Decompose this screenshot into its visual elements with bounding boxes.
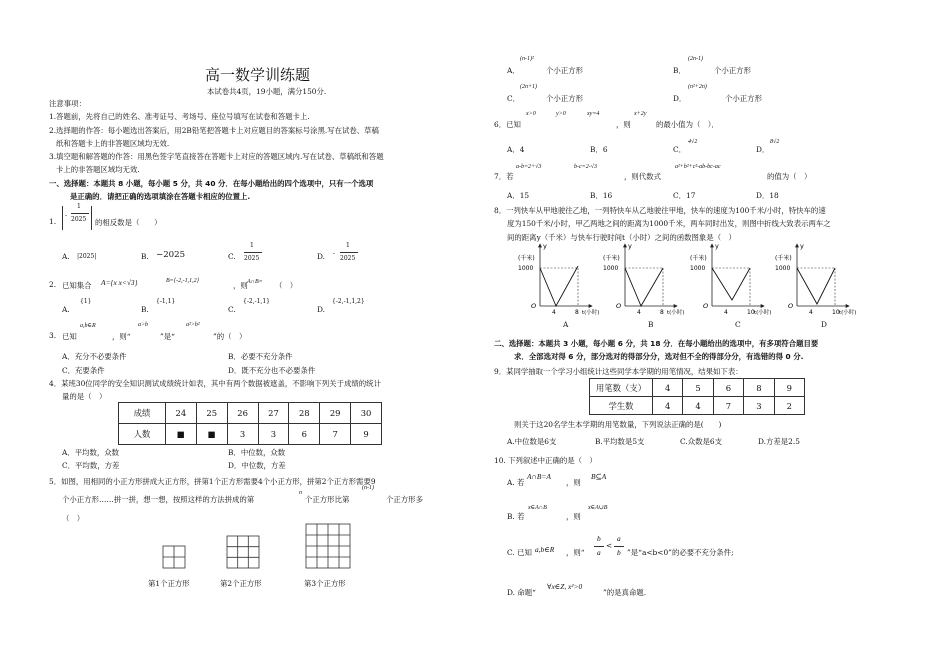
q5-answer-paren: （ ）: [62, 514, 85, 523]
q1-option-d-line: [340, 252, 358, 253]
x-tick-label: 4: [637, 309, 641, 316]
notice-line: 3.填空题和解答题的作答：用黑色签字笔直接答在答题卡上对应的答题区域内.写在试卷、草稿纸和答题: [49, 152, 384, 161]
table-header-cell: 9: [774, 379, 804, 397]
exam-subtitle: 本试卷共4页，19小题，满分150分.: [207, 87, 327, 96]
q10-option-c-mid: ，则“: [566, 548, 585, 557]
y-axis-label: y: [628, 242, 632, 250]
q10-option-b-result: x∈A∪B: [588, 505, 608, 511]
x-unit-label: t(小时): [754, 310, 772, 316]
square-figure-3: [306, 524, 350, 568]
q10-option-d-expr: ∀x∈Z, x²>0: [547, 582, 583, 591]
q10-option-b: B. 若: [507, 512, 525, 521]
table-header-cell: 27: [258, 403, 289, 424]
notice-line: 纸和答题卡上的非答题区域均无效.: [56, 139, 170, 148]
q8-stem-cont: 度为150千米/小时，甲乙两地之间的距离为1000千米，两车同时出发，则图中折线大致表示两车之: [507, 219, 831, 228]
y-tick-label: 1000: [518, 265, 534, 272]
graph-label-a: A: [563, 320, 569, 329]
q7-cond-2: b-c=2-√3: [574, 164, 598, 170]
table-header-cell: 成绩: [119, 403, 166, 424]
q4-stem-cont: 量的是（ ）: [62, 392, 107, 401]
q1-neg: -: [65, 212, 68, 219]
table-cell: 3: [744, 397, 774, 415]
y-unit-label: (千米): [690, 255, 707, 262]
q2-option-c: C.: [228, 305, 236, 314]
y-axis-label: y: [543, 242, 547, 250]
x-unit-label: t(小时): [667, 310, 685, 316]
q10-option-a-cond: A∩B=A: [527, 472, 551, 481]
q9-stem: 9．某同学抽取一个学习小组统计这些同学本学期的用笔情况，结果如下表：: [494, 367, 743, 376]
q1-option-d-den: 2025: [340, 255, 356, 262]
q3-mid: ，则“: [112, 332, 131, 341]
q4-option-c: C．平均数，方差: [62, 461, 120, 470]
origin-label: O: [703, 302, 709, 310]
q10-option-b-cond: x∈A∩B: [528, 505, 547, 511]
q10-option-c-frac1-den: a: [597, 548, 601, 557]
origin-label: O: [616, 302, 622, 310]
q8-stem-cont: 间的距离y（千米）与快车行驶时间t（小时）之间的函数图象是（ ）: [507, 233, 736, 242]
q5-square-figures: [150, 520, 370, 570]
q5-option-d: D．: [673, 94, 687, 103]
table-header-cell: 5: [683, 379, 713, 397]
q1-option-d: D.: [317, 252, 326, 261]
q7-option-a: A．15: [507, 191, 530, 200]
distance-time-graphs: [518, 242, 856, 316]
q5-option-b-expr: (2n-1): [688, 56, 703, 62]
graph-label-d: D: [821, 320, 827, 329]
q6-cond-3: xy=4: [587, 111, 600, 117]
q2-tail: （ ）: [275, 281, 298, 290]
table-header-cell: 6: [713, 379, 743, 397]
q1-option-a-value: |2025|: [77, 253, 97, 260]
q1-frac-num: 1: [77, 203, 81, 210]
q10-option-a: A. 若: [507, 478, 525, 487]
y-axis-label: y: [800, 242, 804, 250]
q1-option-c-line: [244, 252, 262, 253]
table-row-label: 人数: [119, 424, 166, 445]
figure-label: 第2个正方形: [220, 579, 262, 588]
q6-stem: 6．已知: [494, 120, 521, 129]
q3-option-d: D．既不充分也不必要条件: [228, 366, 316, 375]
square-figure-1: [163, 546, 185, 568]
section2-heading: 二、选择题：本题共 3 小题，每小题 6 分，共 18 分．在每小题给出的选项中，有多项符合题目要: [494, 339, 819, 348]
q1-option-c-num: 1: [250, 242, 254, 249]
graph-label-c: C: [735, 320, 741, 329]
q1-option-d-neg: -: [333, 250, 336, 257]
q7-mid: ，则代数式: [624, 172, 661, 181]
q7-tail: 的值为（ ）: [767, 172, 812, 181]
q9-option-c: C.众数是6支: [680, 437, 723, 446]
q3-option-a: A．充分不必要条件: [62, 352, 127, 361]
table-header-cell: 29: [320, 403, 351, 424]
q6-option-d-value: 8√2: [770, 139, 780, 145]
q5-option-c: C．: [507, 94, 521, 103]
q6-expr: x+2y: [634, 111, 647, 117]
q4-stem: 4．某班30位同学的安全知识测试成绩统计如表，其中有两个数据被遮盖，不影响下列关于成绩的统计: [49, 379, 381, 388]
q9-pen-table: [589, 378, 805, 415]
q2-set-a: A={x x<√3}: [101, 278, 138, 287]
q10-option-c-tail: ”是“a<b<0”的必要不充分条件;: [627, 548, 734, 557]
notice-line: 1.答题前，先将自己的姓名、准考证号、考场号、座位号填写在试卷和答题卡上.: [49, 112, 310, 121]
q5-stem-b: 个正方形比第: [305, 495, 350, 504]
notice-heading: 注意事项：: [49, 99, 86, 108]
table-cell: 2: [774, 397, 804, 415]
q9-option-a: A.中位数是6支: [507, 437, 557, 446]
fraction-line: [594, 546, 604, 547]
q3-number: 3.: [49, 331, 57, 340]
y-unit-label: (千米): [603, 255, 620, 262]
q1-option-a: A.: [62, 252, 70, 261]
q3-option-b: B．必要不充分条件: [228, 352, 293, 361]
q3-q: a²>b²: [186, 322, 200, 328]
section2-heading-cont: 求．全部选对得 6 分，部分选对的得部分分，选对但不全的得部分分，有选错的得 0 分.: [514, 352, 804, 361]
q9-option-d: D.方差是2.5: [758, 437, 800, 446]
q1-frac-den: 2025: [71, 216, 87, 223]
q5-option-a-tail: 个小正方形: [546, 66, 583, 75]
fraction-line: [614, 546, 624, 547]
table-cell: 4: [653, 397, 683, 415]
q4-option-a: A．平均数，众数: [62, 448, 120, 457]
y-unit-label: (千米): [518, 255, 535, 262]
q10-option-a-result: B⊆A: [591, 472, 607, 481]
q7-option-d: D．18: [756, 191, 779, 200]
masked-cell: ■: [165, 424, 196, 445]
q7-expr: a²+b²+c²-ab-bc-ac: [675, 164, 721, 170]
distance-curve: [625, 268, 663, 306]
q5-stem-a: 个小正方形……拼一拼，想一想，按照这样的方法拼成的第: [62, 495, 255, 504]
table-header-cell: 26: [227, 403, 258, 424]
q5-stem: 5．如图，用相同的小正方形拼成大正方形，拼第1个正方形需要4个小正方形，拼第2个正方形需要9: [49, 477, 376, 486]
distance-curve: [797, 268, 835, 304]
q4-option-d: D．中位数，方差: [228, 461, 286, 470]
q7-cond-1: a-b=2+√3: [516, 164, 542, 170]
q5-option-a-expr: (n-1)²: [520, 56, 534, 62]
y-tick-label: 1000: [775, 265, 791, 272]
q1-option-c-den: 2025: [244, 255, 260, 262]
exam-title: 高一数学训练题: [205, 66, 311, 84]
notice-line: 卡上的非答题区域均无效.: [56, 165, 140, 174]
q6-cond-1: x>0: [526, 111, 536, 117]
q6-option-c-value: 4√2: [688, 139, 698, 145]
q2-number: 2.: [49, 280, 57, 289]
q1-option-d-num: 1: [346, 242, 350, 249]
distance-curve: [712, 268, 750, 300]
q1-frac-line: [71, 213, 89, 214]
q6-option-a: A．4: [507, 145, 525, 154]
square-figure-2: [227, 536, 259, 568]
q1-option-b: B.: [141, 252, 149, 261]
origin-label: O: [788, 302, 794, 310]
q6-option-d: D．: [756, 145, 770, 154]
table-cell: 3: [258, 424, 289, 445]
q6-option-b: B．6: [590, 145, 608, 154]
q10-option-c-frac1-num: b: [597, 534, 601, 543]
x-tick-label: 8: [660, 309, 664, 316]
table-cell: 9: [351, 424, 382, 445]
q5-option-b-tail: 个小正方形: [714, 66, 751, 75]
q6-mid: ，则: [616, 120, 631, 129]
q1-option-c: C.: [228, 252, 236, 261]
q10-option-c-frac2-num: a: [617, 534, 621, 543]
x-tick-label: 4: [809, 309, 813, 316]
q2-option-c-value: {-2,-1,1}: [243, 298, 270, 305]
table-header-cell: 30: [351, 403, 382, 424]
q2-option-d-value: {-2,-1,1,2}: [332, 298, 365, 305]
table-header-cell: 24: [165, 403, 196, 424]
q10-option-d: D. 命题“: [507, 588, 536, 597]
q1-option-b-value: −2025: [156, 250, 186, 260]
x-tick-label: 4: [552, 309, 556, 316]
q5-n: n: [299, 490, 302, 496]
abs-bar-right: [91, 206, 92, 230]
y-unit-label: (千米): [775, 255, 792, 262]
q3-stem: 已知: [62, 332, 77, 341]
q4-option-b: B．中位数，众数: [228, 448, 286, 457]
q6-tail: 的最小值为（ ）．: [656, 120, 719, 129]
table-cell: 7: [320, 424, 351, 445]
q3-condition: a,b∈R: [80, 323, 96, 329]
q7-stem: 7．若: [494, 172, 514, 181]
q3-option-c: C．充要条件: [62, 366, 105, 375]
q10-option-c-lt: <: [606, 541, 613, 550]
q8-graphs: [500, 240, 857, 332]
q10-option-b-mid: ，则: [566, 512, 581, 521]
q2-set-b: B={-2,-1,1,2}: [166, 278, 200, 284]
q9-option-b: B.平均数是5支: [595, 437, 645, 446]
section1-heading: 一、选择题：本题共 8 小题，每小题 5 分，共 40 分．在每小题给出的四个选项中，只有一个选项: [49, 179, 374, 188]
x-tick-label: 10: [832, 309, 840, 316]
table-header-cell: 8: [744, 379, 774, 397]
graph-label-b: B: [648, 320, 654, 329]
q9-question: 则关于这20名学生本学期的用笔数量，下列说法正确的是( ): [514, 420, 722, 429]
table-cell: 3: [227, 424, 258, 445]
y-tick-label: 1000: [690, 265, 706, 272]
q10-option-c-frac2-den: b: [617, 548, 621, 557]
x-tick-label: 10: [747, 309, 755, 316]
q3-tail: ”的（ ）: [213, 332, 247, 341]
section1-heading-cont: 是正确的．请把正确的选项填涂在答题卡相应的位置上.: [70, 192, 251, 201]
x-tick-label: 4: [724, 309, 728, 316]
origin-label: O: [531, 302, 537, 310]
table-cell: 4: [683, 397, 713, 415]
q5-option-c-tail: 个小正方形: [546, 94, 583, 103]
q10-option-a-mid: ，则: [566, 478, 581, 487]
q5-option-b: B．: [673, 66, 686, 75]
q5-n-minus-1: (n-1): [362, 485, 374, 491]
q2-expr: A∩B=: [247, 279, 263, 285]
q2-stem: 已知集合: [62, 281, 92, 290]
q1-stem: 的相反数是（ ）: [95, 218, 162, 227]
x-tick-label: 8: [575, 309, 579, 316]
q6-option-c: C．: [673, 145, 687, 154]
q10-stem: 10. 下列叙述中正确的是（ ）: [494, 456, 597, 465]
q5-stem-c: 个正方形多: [386, 495, 423, 504]
distance-curve: [540, 266, 578, 306]
y-tick-label: 1000: [603, 265, 619, 272]
q2-option-a-value: {1}: [80, 298, 92, 305]
figure-label: 第1个正方形: [148, 579, 190, 588]
masked-cell: ■: [196, 424, 227, 445]
q7-option-c: C．17: [673, 191, 696, 200]
q2-option-a: A.: [62, 305, 70, 314]
table-header-cell: 用笔数（支）: [590, 379, 653, 397]
q2-option-b-value: {-1,1}: [156, 298, 176, 305]
q8-stem: 8．一列快车从甲地驶往乙地，一列特快车从乙地驶往甲地，快车的速度为100千米/小时，特快车的速: [494, 206, 826, 215]
q10-option-c: C. 已知: [507, 548, 532, 557]
q10-option-d-tail: ”的是真命题.: [603, 588, 647, 597]
q10-option-c-cond: a,b∈R: [535, 545, 555, 554]
q7-option-b: B．16: [590, 191, 613, 200]
abs-bar-left: [62, 206, 63, 230]
table-cell: 7: [713, 397, 743, 415]
x-unit-label: t(小时): [582, 310, 600, 316]
q2-stem-cont: ，则: [233, 281, 248, 290]
table-header-cell: 4: [653, 379, 683, 397]
figure-label: 第3个正方形: [304, 579, 346, 588]
q5-option-c-expr: (2n+1): [520, 84, 538, 90]
table-row-label: 学生数: [590, 397, 653, 415]
table-header-cell: 25: [196, 403, 227, 424]
table-cell: 6: [289, 424, 320, 445]
q3-p: a>b: [138, 322, 149, 328]
notice-line: 2.选择题的作答：每小题选出答案后，用2B铅笔把答题卡上对应题目的答案标号涂黑.写在试卷、草稿: [49, 126, 379, 135]
table-header-cell: 28: [289, 403, 320, 424]
y-axis-label: y: [715, 242, 719, 250]
q2-option-d: D.: [317, 305, 326, 314]
q2-option-b: B.: [141, 305, 149, 314]
q6-cond-2: y>0: [556, 111, 566, 117]
q3-mid2: ”是“: [160, 332, 175, 341]
q5-option-d-tail: 个小正方形: [725, 94, 762, 103]
q4-score-table: [118, 402, 382, 445]
q5-option-d-expr: (n²+2n): [688, 84, 707, 90]
q5-option-a: A．: [507, 66, 520, 75]
x-unit-label: t(小时): [839, 310, 857, 316]
q1-number: 1.: [49, 217, 57, 226]
